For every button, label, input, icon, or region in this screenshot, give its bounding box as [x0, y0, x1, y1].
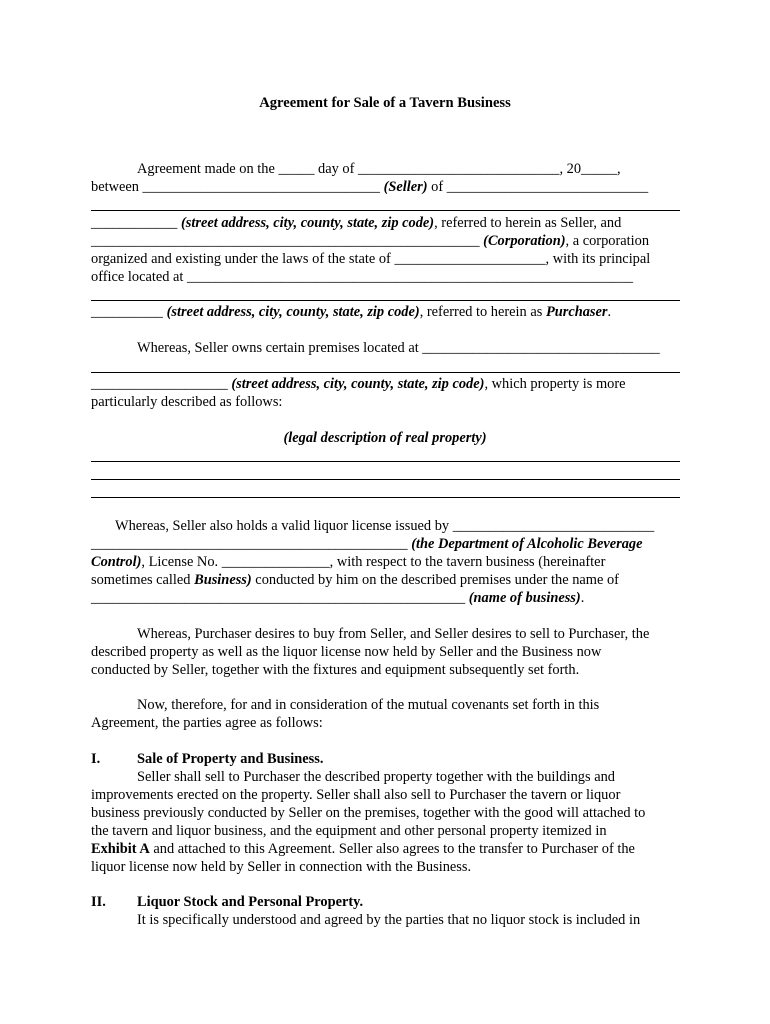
- section-1-line1: Seller shall sell to Purchaser the described property together with the buildings and: [137, 769, 615, 785]
- para3-line5: ____________________________________________________ (name of business).: [91, 590, 585, 606]
- blank-line: [91, 372, 680, 373]
- para5-line2: Agreement, the parties agree as follows:: [91, 715, 323, 731]
- business-name-label: (name of business): [468, 590, 581, 606]
- blank-line: [91, 210, 680, 211]
- section-1-line6: liquor license now held by Seller in connection with the Business.: [91, 859, 472, 875]
- para1-line4: ____________ (street address, city, county, state, zip code), referred to herein as Seller, and: [91, 215, 622, 231]
- para2-line3: ___________________ (street address, city, county, state, zip code), which property is more: [91, 376, 626, 392]
- para4-line2: described property as well as the liquor license now held by Seller and the Business now: [91, 644, 602, 660]
- para1-line9: __________ (street address, city, county, state, zip code), referred to herein as Purchaser.: [91, 304, 612, 320]
- seller-label: (Seller): [383, 179, 428, 195]
- purchaser-label: Purchaser: [545, 304, 608, 320]
- para2-line4: particularly described as follows:: [91, 394, 283, 410]
- para1-line1: Agreement made on the _____ day of ____________________________, 20_____,: [137, 161, 621, 177]
- para4-line3: conducted by Seller, together with the fixtures and equipment subsequently set forth.: [91, 662, 580, 678]
- para1-line2: between _________________________________ (Seller) of ____________________________: [91, 179, 649, 195]
- corporation-label: (Corporation): [483, 233, 566, 249]
- section-2-heading: Liquor Stock and Personal Property.: [137, 894, 364, 910]
- para1-line5: ______________________________________________________ (Corporation), a corporation: [91, 233, 650, 249]
- exhibit-a-reference: Exhibit A: [91, 841, 150, 857]
- department-label: (the Department of Alcoholic Beverage: [411, 536, 643, 552]
- section-1-line5: Exhibit A and attached to this Agreement. Seller also agrees to the transfer to Purchaser of the: [91, 841, 635, 857]
- para5-line1: Now, therefore, for and in consideration of the mutual covenants set forth in this: [137, 697, 600, 713]
- section-1-line2: improvements erected on the property. Seller shall also sell to Purchaser the tavern or liquor: [91, 787, 621, 803]
- para4-line1: Whereas, Purchaser desires to buy from Seller, and Seller desires to sell to Purchaser, the: [137, 626, 650, 642]
- para3-line1: Whereas, Seller also holds a valid liquor license issued by ____________________________: [115, 518, 655, 534]
- section-1-line4: the tavern and liquor business, and the equipment and other personal property itemized in: [91, 823, 607, 839]
- blank-line: [91, 300, 680, 301]
- para1-line6: organized and existing under the laws of the state of _____________________, with its principal: [91, 251, 651, 267]
- section-1-line3: business previously conducted by Seller on the premises, together with the good will attached to: [91, 805, 646, 821]
- section-1-heading: Sale of Property and Business.: [137, 751, 324, 767]
- section-1-number: I.: [91, 751, 101, 767]
- section-2-number: II.: [91, 894, 106, 910]
- section-2-line1: It is specifically understood and agreed by the parties that no liquor stock is included in: [137, 912, 641, 928]
- para3-line2: ____________________________________________ (the Department of Alcoholic Beverage: [91, 536, 643, 552]
- para1-line7: office located at ______________________________________________________________: [91, 269, 634, 285]
- legal-description-heading: (legal description of real property): [283, 430, 487, 446]
- legal-description-line: [91, 461, 680, 462]
- document-title: Agreement for Sale of a Tavern Business: [259, 95, 511, 111]
- para3-line4: sometimes called Business) conducted by him on the described premises under the name of: [91, 572, 619, 588]
- legal-description-line: [91, 479, 680, 480]
- para3-line3: Control), License No. _______________, with respect to the tavern business (hereinafter: [91, 554, 606, 570]
- legal-description-line: [91, 497, 680, 498]
- para2-line1: Whereas, Seller owns certain premises located at _________________________________: [137, 340, 660, 356]
